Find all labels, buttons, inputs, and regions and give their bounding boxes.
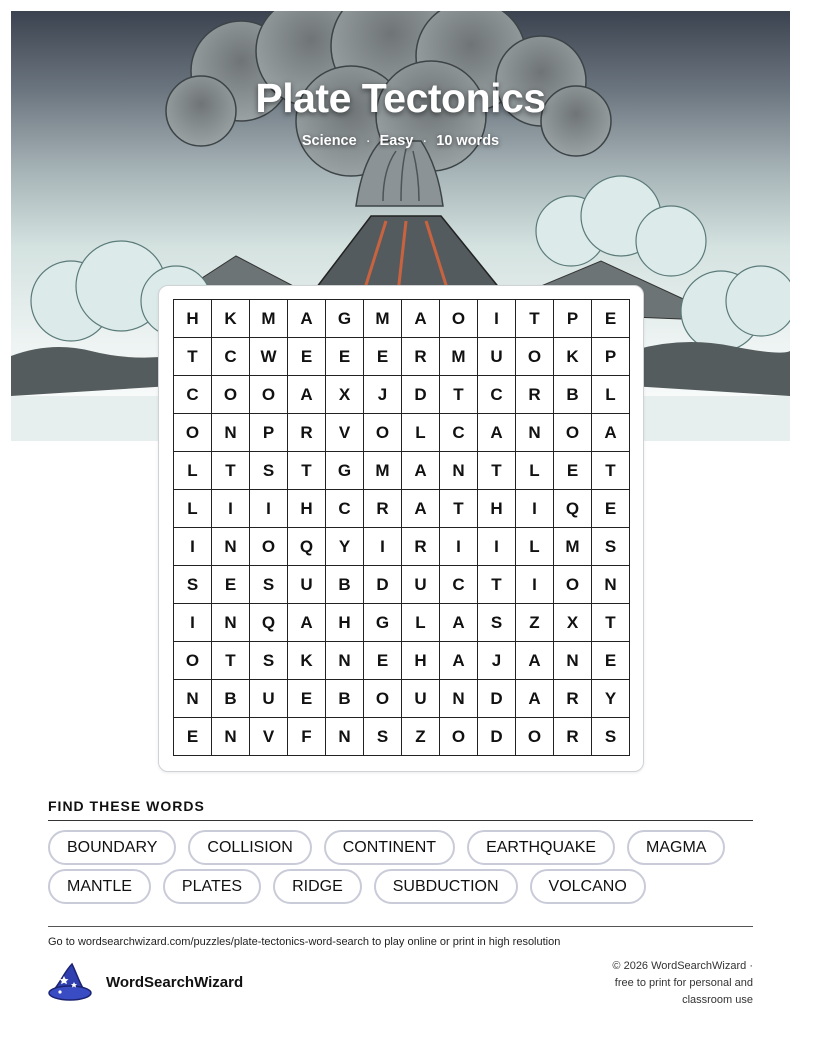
- grid-cell: C: [478, 376, 516, 414]
- grid-cell: T: [478, 452, 516, 490]
- grid-cell: L: [402, 414, 440, 452]
- grid-cell: O: [364, 414, 402, 452]
- word-pill: PLATES: [163, 869, 261, 904]
- grid-cell: I: [516, 490, 554, 528]
- word-pill: CONTINENT: [324, 830, 455, 865]
- grid-cell: R: [402, 528, 440, 566]
- grid-cell: N: [174, 680, 212, 718]
- grid-cell: M: [364, 452, 402, 490]
- grid-cell: A: [440, 642, 478, 680]
- grid-cell: M: [554, 528, 592, 566]
- grid-cell: N: [212, 528, 250, 566]
- grid-cell: I: [174, 528, 212, 566]
- grid-cell: N: [592, 566, 630, 604]
- grid-cell: N: [212, 604, 250, 642]
- grid-cell: L: [174, 452, 212, 490]
- word-list-heading: FIND THESE WORDS: [48, 798, 753, 821]
- word-pill: SUBDUCTION: [374, 869, 518, 904]
- grid-cell: E: [364, 338, 402, 376]
- grid-cell: S: [250, 452, 288, 490]
- grid-cell: S: [478, 604, 516, 642]
- grid-cell: V: [326, 414, 364, 452]
- copyright-line: © 2026 WordSearchWizard ·: [612, 960, 753, 972]
- grid-cell: J: [364, 376, 402, 414]
- grid-cell: N: [326, 718, 364, 756]
- grid-cell: D: [478, 680, 516, 718]
- grid-cell: S: [250, 642, 288, 680]
- grid-cell: I: [516, 566, 554, 604]
- grid-cell: M: [440, 338, 478, 376]
- grid-cell: T: [174, 338, 212, 376]
- brand: [46, 962, 243, 1002]
- grid-cell: N: [440, 452, 478, 490]
- grid-cell: I: [478, 300, 516, 338]
- grid-cell: A: [288, 604, 326, 642]
- grid-cell: U: [402, 566, 440, 604]
- grid-cell: R: [402, 338, 440, 376]
- grid-cell: C: [440, 414, 478, 452]
- grid-cell: N: [326, 642, 364, 680]
- grid-cell: I: [440, 528, 478, 566]
- grid-cell: R: [516, 376, 554, 414]
- grid-cell: Q: [250, 604, 288, 642]
- letter-grid: [173, 299, 630, 756]
- grid-cell: T: [592, 452, 630, 490]
- grid-cell: P: [554, 300, 592, 338]
- grid-cell: E: [288, 338, 326, 376]
- grid-cell: M: [364, 300, 402, 338]
- grid-cell: A: [288, 376, 326, 414]
- grid-cell: A: [516, 642, 554, 680]
- difficulty-label: Easy: [379, 133, 414, 149]
- grid-cell: H: [478, 490, 516, 528]
- grid-cell: E: [326, 338, 364, 376]
- grid-cell: K: [554, 338, 592, 376]
- grid-cell: O: [212, 376, 250, 414]
- grid-cell: L: [516, 452, 554, 490]
- grid-cell: A: [402, 490, 440, 528]
- grid-cell: G: [326, 300, 364, 338]
- grid-cell: S: [364, 718, 402, 756]
- grid-cell: B: [326, 680, 364, 718]
- puzzle-title: Plate Tectonics: [255, 75, 546, 121]
- grid-cell: O: [364, 680, 402, 718]
- grid-cell: A: [478, 414, 516, 452]
- copyright-notice: [533, 958, 753, 1009]
- grid-cell: T: [592, 604, 630, 642]
- grid-cell: E: [288, 680, 326, 718]
- grid-cell: K: [212, 300, 250, 338]
- grid-cell: J: [478, 642, 516, 680]
- grid-cell: G: [326, 452, 364, 490]
- grid-cell: B: [212, 680, 250, 718]
- grid-cell: O: [174, 642, 212, 680]
- grid-cell: O: [174, 414, 212, 452]
- grid-cell: E: [592, 642, 630, 680]
- word-pill: VOLCANO: [530, 869, 646, 904]
- word-pill: BOUNDARY: [48, 830, 176, 865]
- grid-cell: T: [288, 452, 326, 490]
- grid-cell: E: [554, 452, 592, 490]
- grid-cell: T: [440, 376, 478, 414]
- grid-cell: D: [364, 566, 402, 604]
- grid-cell: C: [326, 490, 364, 528]
- grid-cell: F: [288, 718, 326, 756]
- grid-cell: T: [212, 452, 250, 490]
- grid-cell: O: [250, 528, 288, 566]
- grid-cell: G: [364, 604, 402, 642]
- copyright-line: classroom use: [682, 994, 753, 1006]
- grid-cell: A: [402, 452, 440, 490]
- brand-name: WordSearchWizard: [106, 973, 244, 991]
- separator-dot: ·: [422, 133, 428, 149]
- word-pill: EARTHQUAKE: [467, 830, 615, 865]
- grid-cell: R: [554, 680, 592, 718]
- word-pill: MAGMA: [627, 830, 725, 865]
- grid-cell: H: [402, 642, 440, 680]
- grid-cell: L: [174, 490, 212, 528]
- grid-cell: E: [364, 642, 402, 680]
- grid-cell: E: [592, 300, 630, 338]
- grid-cell: Z: [402, 718, 440, 756]
- grid-cell: B: [326, 566, 364, 604]
- grid-cell: A: [288, 300, 326, 338]
- grid-cell: I: [250, 490, 288, 528]
- grid-cell: I: [212, 490, 250, 528]
- grid-cell: X: [326, 376, 364, 414]
- grid-cell: S: [250, 566, 288, 604]
- word-pill: COLLISION: [188, 830, 311, 865]
- grid-cell: C: [212, 338, 250, 376]
- grid-cell: U: [250, 680, 288, 718]
- grid-cell: T: [212, 642, 250, 680]
- grid-cell: U: [478, 338, 516, 376]
- grid-cell: T: [516, 300, 554, 338]
- grid-cell: A: [516, 680, 554, 718]
- grid-cell: S: [592, 718, 630, 756]
- grid-cell: R: [364, 490, 402, 528]
- grid-cell: N: [212, 414, 250, 452]
- grid-cell: H: [174, 300, 212, 338]
- word-pill: RIDGE: [273, 869, 362, 904]
- puzzle-grid-card: [158, 285, 644, 772]
- grid-cell: O: [516, 338, 554, 376]
- grid-cell: O: [250, 376, 288, 414]
- grid-cell: D: [402, 376, 440, 414]
- grid-cell: A: [592, 414, 630, 452]
- grid-cell: C: [440, 566, 478, 604]
- word-pill: MANTLE: [48, 869, 151, 904]
- grid-cell: V: [250, 718, 288, 756]
- grid-cell: W: [250, 338, 288, 376]
- footer-url-text: Go to wordsearchwizard.com/puzzles/plate-tectonics-word-search to play online or print in high resolution: [48, 936, 561, 948]
- copyright-line: free to print for personal and: [614, 977, 753, 989]
- grid-cell: N: [516, 414, 554, 452]
- grid-cell: L: [516, 528, 554, 566]
- grid-cell: E: [212, 566, 250, 604]
- grid-cell: H: [326, 604, 364, 642]
- grid-cell: I: [174, 604, 212, 642]
- grid-cell: Q: [288, 528, 326, 566]
- grid-cell: A: [402, 300, 440, 338]
- grid-cell: S: [174, 566, 212, 604]
- grid-cell: D: [478, 718, 516, 756]
- grid-cell: O: [554, 566, 592, 604]
- grid-cell: M: [250, 300, 288, 338]
- grid-cell: X: [554, 604, 592, 642]
- grid-cell: Y: [326, 528, 364, 566]
- grid-cell: O: [440, 718, 478, 756]
- grid-cell: E: [592, 490, 630, 528]
- grid-cell: Z: [516, 604, 554, 642]
- grid-cell: C: [174, 376, 212, 414]
- grid-cell: U: [288, 566, 326, 604]
- word-list: [48, 830, 753, 904]
- grid-cell: O: [440, 300, 478, 338]
- grid-cell: P: [250, 414, 288, 452]
- wizard-hat-icon: [46, 962, 92, 1002]
- grid-cell: I: [478, 528, 516, 566]
- grid-cell: N: [554, 642, 592, 680]
- grid-cell: L: [592, 376, 630, 414]
- subject-label: Science: [301, 133, 357, 149]
- grid-cell: N: [212, 718, 250, 756]
- grid-cell: O: [554, 414, 592, 452]
- grid-cell: T: [478, 566, 516, 604]
- grid-cell: R: [554, 718, 592, 756]
- grid-cell: A: [440, 604, 478, 642]
- grid-cell: S: [592, 528, 630, 566]
- separator-dot: ·: [365, 133, 371, 149]
- grid-cell: B: [554, 376, 592, 414]
- grid-cell: Y: [592, 680, 630, 718]
- puzzle-meta: [11, 133, 790, 149]
- grid-cell: H: [288, 490, 326, 528]
- grid-cell: P: [592, 338, 630, 376]
- grid-cell: U: [402, 680, 440, 718]
- grid-cell: T: [440, 490, 478, 528]
- grid-cell: R: [288, 414, 326, 452]
- grid-cell: E: [174, 718, 212, 756]
- grid-cell: N: [440, 680, 478, 718]
- grid-cell: I: [364, 528, 402, 566]
- grid-cell: O: [516, 718, 554, 756]
- grid-cell: L: [402, 604, 440, 642]
- grid-cell: K: [288, 642, 326, 680]
- word-count-label: 10 words: [436, 133, 500, 149]
- footer-divider: [48, 926, 753, 927]
- grid-cell: Q: [554, 490, 592, 528]
